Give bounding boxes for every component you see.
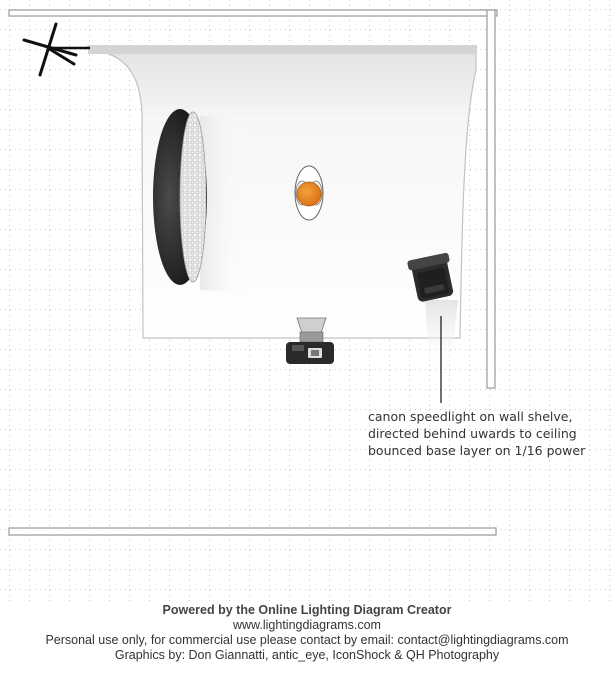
annotation-line-1: canon speedlight on wall shelve, — [368, 409, 573, 424]
footer — [0, 603, 614, 663]
speedlight-annotation — [368, 408, 608, 459]
wall-top — [9, 10, 497, 16]
wall-right — [487, 10, 495, 388]
footer-license: Personal use only, for commercial use please contact by email: contact@lightingdiagrams.com — [45, 633, 569, 647]
annotation-line-2: directed behind uwards to ceiling — [368, 426, 577, 441]
footer-url: www.lightingdiagrams.com — [233, 618, 381, 632]
footer-title: Powered by the Online Lighting Diagram Creator — [162, 603, 452, 617]
beauty-dish — [153, 109, 207, 285]
beauty-dish-beam — [200, 115, 250, 292]
annotation-line-3: bounced base layer on 1/16 power — [368, 443, 586, 458]
wall-bottom — [9, 528, 496, 535]
footer-credits: Graphics by: Don Giannatti, antic_eye, IconShock & QH Photography — [114, 648, 500, 662]
subject-model — [295, 166, 323, 220]
